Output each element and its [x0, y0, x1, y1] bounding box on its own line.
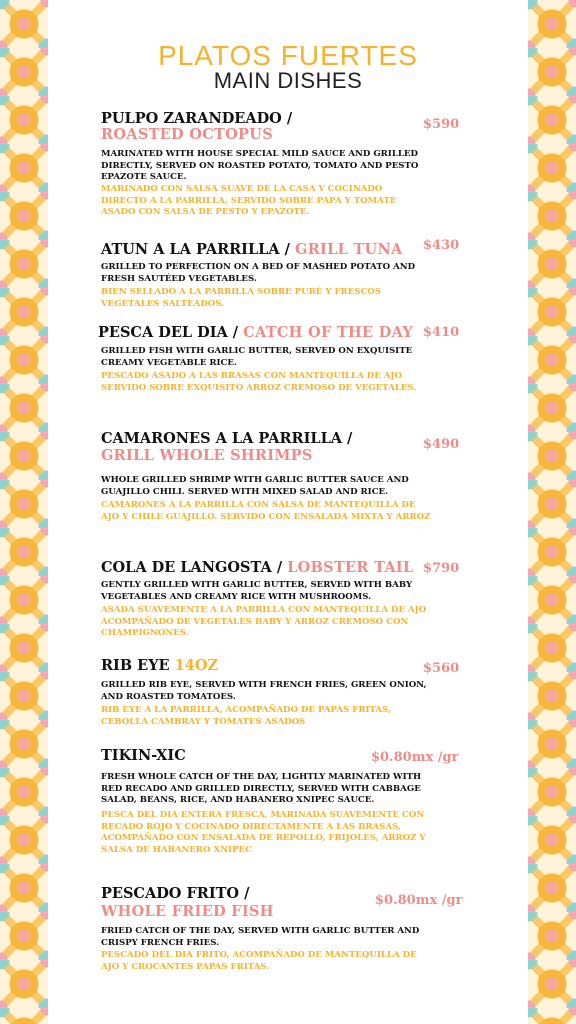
dish-description-spanish: PESCADO DEL DIA FRITO, ACOMPAÑADO DE MANTEQUILLA DE AJO Y CROCANTES PAPAS FRITAS.: [101, 950, 417, 972]
dish-price: $490: [423, 437, 460, 452]
dish-description-spanish: MARINADO CON SALSA SUAVE DE LA CASA Y COCINADO DIRECTO A LA PARRILLA, SERVIDO SOBRE PAPA Y TOMATE ASADO CON SALSA DE PESTO Y EPAZOTE.: [101, 184, 397, 218]
dish-name-english: LOBSTER TAIL: [287, 559, 414, 576]
dish-description-english: GENTLY GRILLED WITH GARLIC BUTTER, SERVED WITH BABY VEGETABLES AND CREAMY RICE WITH MUSHROOMS.: [101, 580, 413, 602]
dish-description-spanish: ASADA SUAVEMENTE A LA PARRILLA CON MANTEQUILLA DE AJO ACOMPAÑADO DE VEGETALES BABY Y ARROZ CREMOSO CON CHAMPIGNONES.: [101, 605, 427, 639]
menu-title-spanish: PLATOS FUERTES: [158, 40, 418, 71]
decorative-tile-border-right: [528, 0, 576, 1024]
dish-price: $560: [423, 661, 460, 676]
dish-description-spanish: CAMARONES A LA PARRILLA CON SALSA DE MANTEQUILLA DE AJO Y CHILE GUAJILLO. SERVIDO CON ENSALADA MIXTA Y ARROZ: [101, 500, 431, 522]
menu-page: [48, 0, 528, 1024]
decorative-tile-border-left: [0, 0, 48, 1024]
dish-description-spanish: PESCA DEL DIA ENTERA FRESCA, MARINADA SUAVEMENTE CON RECADO ROJO Y COCINADO DIRECTAMENTE A LAS BRASAS, ACOMPAÑADO CON ENSALADA DE REPOLLO, FRIJOLES, ARROZ Y SALSA DE HABANERO XNIPEC: [101, 810, 426, 855]
dish-description-spanish: PESCADO ASADO A LAS BRASAS CON MANTEQUILLA DE AJO SERVIDO SOBRE EXQUISITO ARROZ CREMOSO DE VEGETALES.: [101, 371, 417, 393]
dish-price: $790: [423, 561, 460, 576]
menu-title-english: MAIN DISHES: [213, 68, 363, 93]
dish-name: ATUN A LA PARRILLA / GRILL TUNA: [101, 241, 403, 258]
dish-description-spanish: BIEN SELLADO A LA PARRILLA SOBRE PURÉ Y FRESCOS VEGETALES SALTEADOS.: [101, 287, 381, 309]
dish-price: $0.80mx /gr: [375, 893, 463, 908]
dish-name: CAMARONES A LA PARRILLA /: [101, 430, 353, 447]
dish-description-english: FRIED CATCH OF THE DAY, SERVED WITH GARLIC BUTTER AND CRISPY FRENCH FRIES.: [101, 926, 420, 948]
dish-name-english: ROASTED OCTOPUS: [101, 126, 273, 143]
dish-price: $410: [423, 325, 460, 340]
dish-description-english: GRILLED RIB EYE, SERVED WITH FRENCH FRIES, GREEN ONION, AND ROASTED TOMATOES.: [101, 680, 427, 702]
dish-price: $430: [423, 238, 460, 253]
dish-name: TIKIN-XIC: [101, 747, 186, 764]
dish-name: COLA DE LANGOSTA / LOBSTER TAIL: [101, 559, 414, 576]
dish-name-english: CATCH OF THE DAY: [243, 324, 414, 341]
dish-description-spanish: RIB EYE A LA PARRILLA, ACOMPAÑADO DE PAPAS FRITAS, CEBOLLA CAMBRAY Y TOMATES ASADOS: [101, 705, 391, 727]
dish-description-english: WHOLE GRILLED SHRIMP WITH GARLIC BUTTER SAUCE AND GUAJILLO CHILI. SERVED WITH MIXED SALAD AND RICE.: [101, 475, 409, 497]
dish-description-english: GRILLED TO PERFECTION ON A BED OF MASHED POTATO AND FRESH SAUTÉED VEGETABLES.: [101, 262, 416, 284]
dish-name: PULPO ZARANDEADO /: [101, 110, 293, 127]
dish-weight: 14OZ: [169, 657, 219, 674]
dish-price: $590: [423, 117, 460, 132]
dish-name: PESCA DEL DIA / CATCH OF THE DAY: [98, 324, 414, 341]
dish-name-english: GRILL TUNA: [295, 241, 403, 258]
dish-description-english: MARINATED WITH HOUSE SPECIAL MILD SAUCE AND GRILLED DIRECTLY, SERVED ON ROASTED POTATO, TOMATO AND PESTO EPAZOTE SAUCE.: [101, 149, 419, 183]
dish-name-english: WHOLE FRIED FISH: [101, 903, 274, 920]
dish-price: $0.80mx /gr: [371, 750, 459, 765]
dish-description-english: GRILLED FISH WITH GARLIC BUTTER, SERVED ON EXQUISITE CREAMY VEGETABLE RICE.: [101, 346, 413, 368]
dish-name-english: GRILL WHOLE SHRIMPS: [101, 447, 313, 464]
dish-name: PESCADO FRITO /: [101, 885, 250, 902]
dish-name: RIB EYE 14OZ: [101, 657, 219, 674]
dish-description-english: FRESH WHOLE CATCH OF THE DAY, LIGHTLY MARINATED WITH RED RECADO AND GRILLED DIRECTLY, SERVED WITH CABBAGE SALAD, BEANS, RICE, AND HABANERO XNIPEC SAUCE.: [101, 772, 422, 806]
